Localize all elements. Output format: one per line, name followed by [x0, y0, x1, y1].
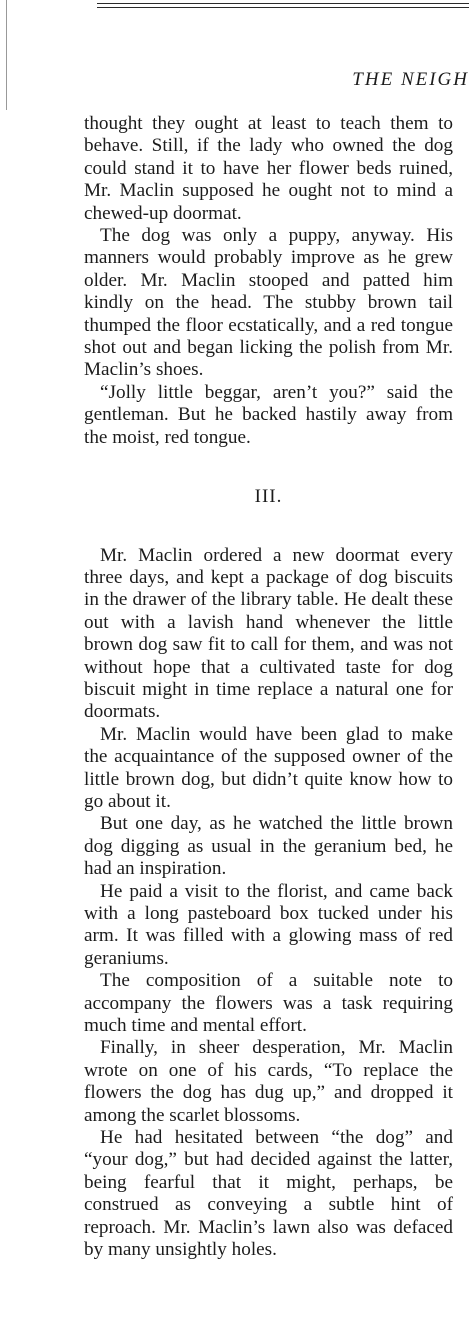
paragraph: Mr. Maclin ordered a new doormat every three days, and kept a package of dog biscuits in the drawer of the library table. He dealt these out with a lavish hand whenever the little brown dog saw fit to call for them, and was not without hope that a cultivated taste for dog biscuit might in time replace a natural one for doormats. — [84, 544, 453, 723]
page-body — [84, 113, 453, 1262]
section-heading: III. — [254, 486, 283, 508]
top-rule — [97, 3, 469, 8]
paragraph: He had hesitated between “the dog” and “your dog,” but had decided against the latter, being fearful that it might, perhaps, be construed as conveying a subtle hint of reproach. Mr. Maclin’s lawn also was defaced by many unsightly holes. — [84, 1127, 453, 1261]
paragraph: thought they ought at least to teach them to behave. Still, if the lady who owned the dog could stand it to have her flower beds ruined, Mr. Maclin supposed he ought not to mind a chewed-up doormat. — [84, 113, 453, 224]
paragraph: The dog was only a puppy, anyway. His manners would probably improve as he grew older. Mr. Maclin stooped and patted him kindly on the head. The stubby brown tail thumped the floor ecstatically, and a red tongue shot out and began licking the polish from Mr. Maclin’s shoes. — [84, 225, 453, 381]
page-binding-edge — [6, 0, 10, 110]
running-head: THE NEIGH — [352, 69, 469, 90]
paragraph: He paid a visit to the florist, and came back with a long pasteboard box tucked under his arm. It was filled with a glowing mass of red geraniums. — [84, 880, 453, 969]
paragraph: Finally, in sheer desperation, Mr. Maclin wrote on one of his cards, “To replace the flowers the dog has dug up,” and dropped it among the scarlet blossoms. — [84, 1037, 453, 1126]
paragraph: The composition of a suitable note to accompany the flowers was a task requiring much time and mental effort. — [84, 970, 453, 1037]
paragraph: Mr. Maclin would have been glad to make the acquaintance of the supposed owner of the little brown dog, but didn’t quite know how to go about it. — [84, 723, 453, 812]
paragraph: “Jolly little beggar, aren’t you?” said the gentleman. But he backed hastily away from the moist, red tongue. — [84, 381, 453, 448]
paragraph: But one day, as he watched the little brown dog digging as usual in the geranium bed, he had an inspiration. — [84, 813, 453, 880]
